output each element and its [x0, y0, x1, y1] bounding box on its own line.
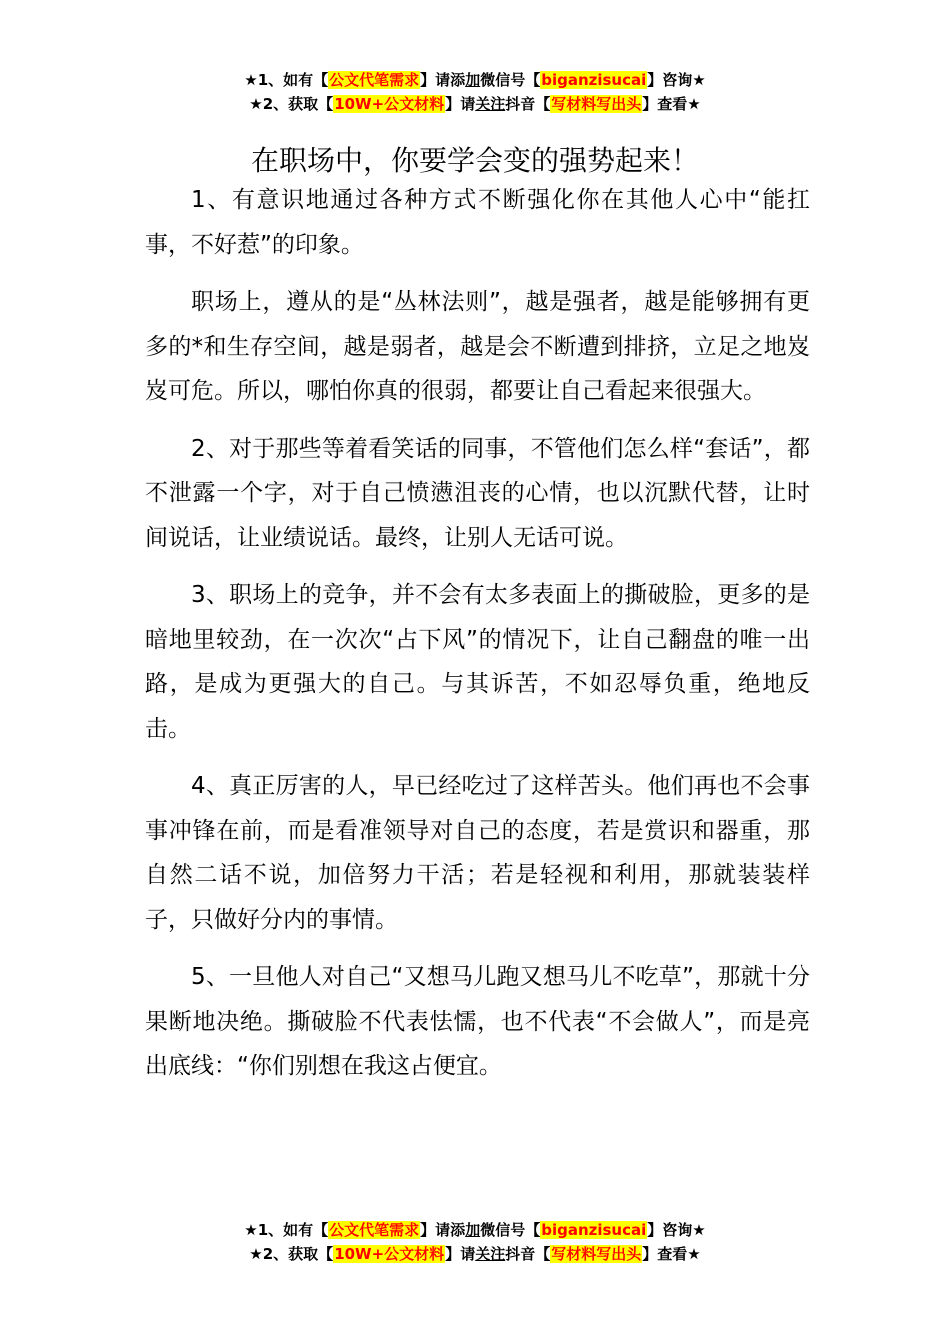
ad-highlight-douyin-id: 写材料写出头	[551, 95, 642, 113]
paragraph: 职场上，遵从的是“丛林法则”，越是强者，越是能够拥有更多的*和生存空间，越是弱者，越是会不断遭到排挤，立足之地岌岌可危。所以，哪怕你真的很弱，都要让自己看起来很强大。	[145, 289, 810, 404]
ad-text: 】咨询★	[647, 71, 706, 89]
ad-highlight-materials: 10W+公文材料	[334, 95, 445, 113]
ad-highlight-douyin-id: 写材料写出头	[551, 1245, 642, 1263]
paragraph: 5、一旦他人对自己“又想马儿跑又想马儿不吃草”，那就十分果断地决绝。撕破脸不代表怯懦，也不代表“不会做人”，而是亮出底线：“你们别想在我这占便宜。	[145, 964, 810, 1079]
ad-text: ★2、获取【	[249, 95, 334, 113]
ad-text: 】查看★	[642, 95, 701, 113]
footer-ad-line-1	[0, 1218, 950, 1242]
ad-text: 】请添	[420, 71, 466, 89]
ad-text: ★1、如有【	[244, 1221, 329, 1239]
document-body	[145, 178, 810, 1102]
ad-highlight-materials: 10W+公文材料	[334, 1245, 445, 1263]
ad-text: ★1、如有【	[244, 71, 329, 89]
ad-text: 】咨询★	[647, 1221, 706, 1239]
ad-highlight-wechat-id: biganzisucai	[541, 1221, 647, 1239]
ad-highlight-wechat-id: biganzisucai	[541, 71, 647, 89]
ad-underlined-text: 关注	[475, 95, 506, 113]
ad-text: 】请添	[420, 1221, 466, 1239]
ad-text: 抖音【	[505, 1245, 551, 1263]
header-ad-line-2	[0, 92, 950, 116]
header-ad-line-1	[0, 68, 950, 92]
ad-underlined-text: 加	[465, 1221, 481, 1239]
ad-text: 微信号【	[480, 1221, 541, 1239]
header-ad	[0, 68, 950, 116]
ad-text: ★2、获取【	[249, 1245, 334, 1263]
paragraph: 4、真正厉害的人，早已经吃过了这样苦头。他们再也不会事事冲锋在前，而是看准领导对自己的态度，若是赏识和器重，那自然二话不说，加倍努力干活；若是轻视和利用，那就装装样子，只做好分内的事情。	[145, 773, 810, 933]
ad-underlined-text: 加	[465, 71, 481, 89]
ad-text: 抖音【	[505, 95, 551, 113]
ad-highlight-service: 公文代笔需求	[329, 1221, 420, 1239]
ad-highlight-service: 公文代笔需求	[329, 71, 420, 89]
ad-text: 】请	[445, 95, 476, 113]
ad-text: 】查看★	[642, 1245, 701, 1263]
ad-underlined-text: 关注	[475, 1245, 506, 1263]
footer-ad-line-2	[0, 1242, 950, 1266]
document-title: 在职场中，你要学会变的强势起来！	[250, 143, 699, 177]
footer-ad	[0, 1218, 950, 1266]
paragraph: 1、有意识地通过各种方式不断强化你在其他人心中“能扛事，不好惹”的印象。	[145, 187, 810, 258]
paragraph: 2、对于那些等着看笑话的同事，不管他们怎么样“套话”，都不泄露一个字，对于自己愤懑沮丧的心情，也以沉默代替，让时间说话，让业绩说话。最终，让别人无话可说。	[145, 435, 810, 551]
paragraph: 3、职场上的竞争，并不会有太多表面上的撕破脸，更多的是暗地里较劲，在一次次“占下风”的情况下，让自己翻盘的唯一出路，是成为更强大的自己。与其诉苦，不如忍辱负重，绝地反击。	[145, 582, 810, 742]
ad-text: 微信号【	[480, 71, 541, 89]
ad-text: 】请	[445, 1245, 476, 1263]
